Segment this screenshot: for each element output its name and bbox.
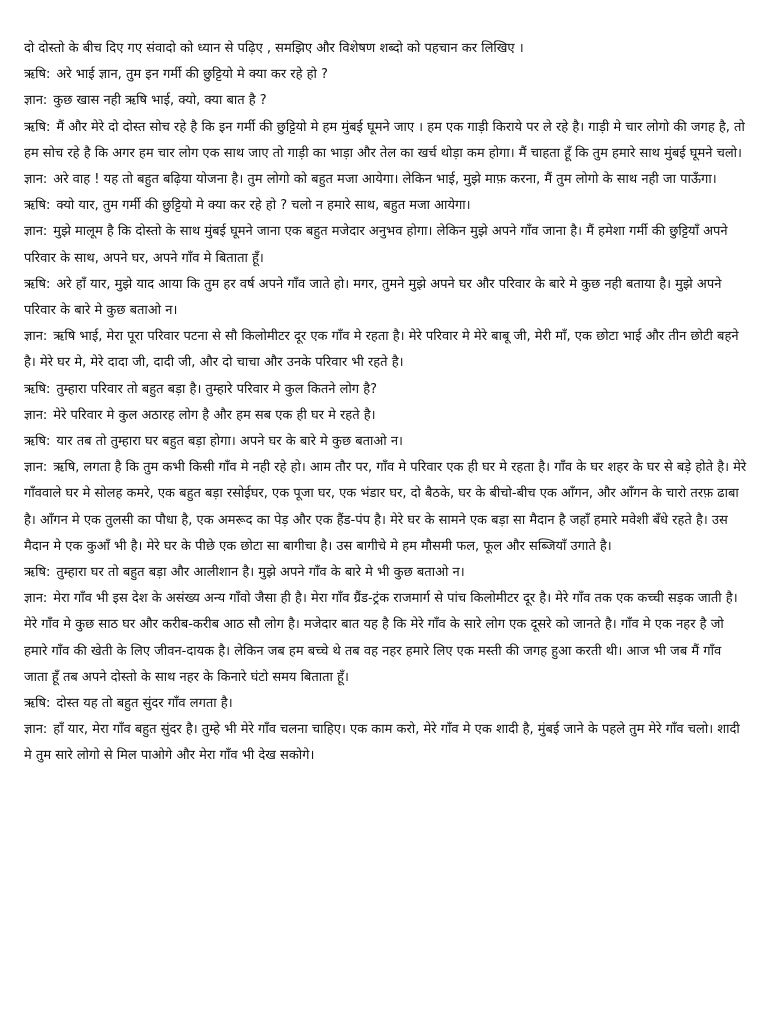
dialogue-turn bbox=[24, 167, 748, 193]
dialogue-turn bbox=[24, 717, 748, 769]
speech-text: ऋषि, लगता है कि तुम कभी किसी गाँव मे नही रहे हो। आम तौर पर, गाँव मे परिवार एक ही घर मे रहता है। गाँव के घर शहर के घर से बड़े होते है। मेरे गाँववाले घर मे सोलह कमरे, एक बहुत बड़ा रसोईघर, एक पूजा घर, एक भंडार घर, दो बैठके, घर के बीचो-बीच एक आँगन, और आँगन के चारो तरफ़ ढाबा है। आँगन मे एक तुलसी का पौधा है, एक अमरूद का पेड़ और एक हैंड-पंप है। मेरे घर के सामने एक बड़ा सा मैदान है जहाँ हमारे मवेशी बँधे रहते है। उस मैदान मे एक कुआँ भी है। मेरे घर के पीछे एक छोटा सा बागीचा है। उस बागीचे मे हम मौसमी फल, फूल और सब्जियाँ उगाते है। bbox=[24, 460, 747, 554]
speaker-label: ज्ञान: bbox=[24, 722, 48, 738]
speaker-label: ज्ञान: bbox=[24, 407, 48, 423]
speaker-label: ज्ञान: bbox=[24, 224, 48, 240]
instruction-line: दो दोस्तो के बीच दिए गए संवादो को ध्यान से पढ़िए , समझिए और विशेषण शब्दो को पहचान कर लिखिए । bbox=[24, 41, 524, 56]
speech-text: ऋषि भाई, मेरा पूरा परिवार पटना से सौ किलोमीटर दूर एक गाँव मे रहता है। मेरे परिवार मे मेरे बाबू जी, मेरी माँ, एक छोटा भाई और तीन छोटी बहने है। मेरे घर मे, मेरे दादा जी, दादी जी, और दो चाचा और उनके परिवार भी रहते है। bbox=[24, 329, 739, 371]
dialogue-turn bbox=[24, 560, 748, 586]
speech-text: मेरे परिवार मे कुल अठारह लोग है और हम सब एक ही घर मे रहते है। bbox=[53, 407, 376, 423]
speaker-label: ऋषि: bbox=[24, 198, 51, 214]
speech-text: तुम्हारा परिवार तो बहुत बड़ा है। तुम्हारे परिवार मे कुल कितने लोग है? bbox=[56, 381, 378, 397]
speaker-label: ज्ञान: bbox=[24, 172, 48, 188]
speech-text: यार तब तो तुम्हारा घर बहुत बड़ा होगा। अपने घर के बारे मे कुछ बताओ न। bbox=[56, 434, 403, 450]
dialogue-turn bbox=[24, 403, 748, 429]
dialogue-turn bbox=[24, 586, 748, 691]
speaker-label: ज्ञान: bbox=[24, 591, 48, 607]
dialogue-turn bbox=[24, 193, 748, 219]
speaker-label: ऋषि: bbox=[24, 696, 51, 712]
speaker-label: ऋषि: bbox=[24, 381, 51, 397]
dialogue-turn bbox=[24, 377, 748, 403]
dialogue-turn bbox=[24, 324, 748, 376]
speaker-label: ज्ञान: bbox=[24, 93, 48, 109]
speech-text: मुझे मालूम है कि दोस्तो के साथ मुंबई घूमने जाना एक बहुत मजेदार अनुभव होगा। लेकिन मुझे अपने गाँव जाना है। मैं हमेशा गर्मी की छुट्टियाँ अपने परिवार के साथ, अपने घर, अपने गाँव मे बिताता हूँ। bbox=[24, 224, 728, 266]
speaker-label: ऋषि: bbox=[24, 434, 51, 450]
speaker-label: ज्ञान: bbox=[24, 329, 48, 345]
dialogue-turn bbox=[24, 115, 748, 167]
speech-text: मेरा गाँव भी इस देश के असंख्य अन्य गाँवो जैसा ही है। मेरा गाँव ग्रैंड-ट्रंक राजमार्ग से पांच किलोमीटर दूर है। मेरे गाँव तक एक कच्ची सड़क जाती है। मेरे गाँव मे कुछ साठ घर और करीब-करीब आठ सौ लोग है। मजेदार बात यह है कि मेरे गाँव के सारे लोग एक दूसरे को जानते है। गाँव मे एक नहर है जो हमारे गाँव की खेती के लिए जीवन-दायक है। लेकिन जब हम बच्चे थे तब वह नहर हमारे लिए एक मस्ती की जगह हुआ करती थी। आज भी जब मैं गाँव जाता हूँ तब अपने दोस्तो के साथ नहर के किनारे घंटो समय बिताता हूँ। bbox=[24, 591, 738, 685]
dialogue-turn bbox=[24, 429, 748, 455]
speaker-label: ऋषि: bbox=[24, 276, 51, 292]
speech-text: अरे वाह ! यह तो बहुत बढ़िया योजना है। तुम लोगो को बहुत मजा आयेगा। लेकिन भाई, मुझे माफ़ करना, मैं तुम लोगो के साथ नही जा पाऊँगा। bbox=[53, 172, 717, 188]
speech-text: कुछ खास नही ऋषि भाई, क्यो, क्या बात है ? bbox=[53, 93, 267, 109]
speaker-label: ऋषि: bbox=[24, 67, 51, 83]
dialogue-turn bbox=[24, 691, 748, 717]
speech-text: अरे भाई ज्ञान, तुम इन गर्मी की छुट्टियो मे क्या कर रहे हो ? bbox=[56, 67, 328, 83]
speaker-label: ऋषि: bbox=[24, 119, 51, 135]
speech-text: मैं और मेरे दो दोस्त सोच रहे है कि इन गर्मी की छुट्टियो मे हम मुंबई घूमने जाए । हम एक गाड़ी किराये पर ले रहे है। गाड़ी मे चार लोगो की जगह है, तो हम सोच रहे है कि अगर हम चार लोग एक साथ जाए तो गाड़ी का भाड़ा और तेल का खर्च थोड़ा कम होगा। मैं चाहता हूँ कि तुम हमारे साथ मुंबई घूमने चलो। bbox=[24, 119, 745, 161]
dialogue-turn bbox=[24, 272, 748, 324]
dialogue-turn bbox=[24, 88, 748, 114]
dialogue-turn bbox=[24, 219, 748, 271]
speech-text: हाँ यार, मेरा गाँव बहुत सुंदर है। तुम्हे भी मेरे गाँव चलना चाहिए। एक काम करो, मेरे गाँव मे एक शादी है, मुंबई जाने के पहले तुम मेरे गाँव चलो। शादी मे तुम सारे लोगो से मिल पाओगे और मेरा गाँव भी देख सकोगे। bbox=[24, 722, 740, 764]
speech-text: अरे हाँ यार, मुझे याद आया कि तुम हर वर्ष अपने गाँव जाते हो। मगर, तुमने मुझे अपने घर और परिवार के बारे मे कुछ नही बताया है। मुझे अपने परिवार के बारे मे कुछ बताओ न। bbox=[24, 276, 722, 319]
dialogue-turn bbox=[24, 62, 748, 88]
dialogue-turn bbox=[24, 455, 748, 560]
speaker-label: ऋषि: bbox=[24, 565, 51, 581]
dialogue bbox=[24, 62, 748, 769]
speech-text: तुम्हारा घर तो बहुत बड़ा और आलीशान है। मुझे अपने गाँव के बारे मे भी कुछ बताओ न। bbox=[56, 565, 465, 581]
speech-text: दोस्त यह तो बहुत सुंदर गाँव लगता है। bbox=[56, 696, 233, 712]
speech-text: क्यो यार, तुम गर्मी की छुट्टियो मे क्या कर रहे हो ? चलो न हमारे साथ, बहुत मजा आयेगा। bbox=[56, 198, 471, 214]
speaker-label: ज्ञान: bbox=[24, 460, 48, 476]
